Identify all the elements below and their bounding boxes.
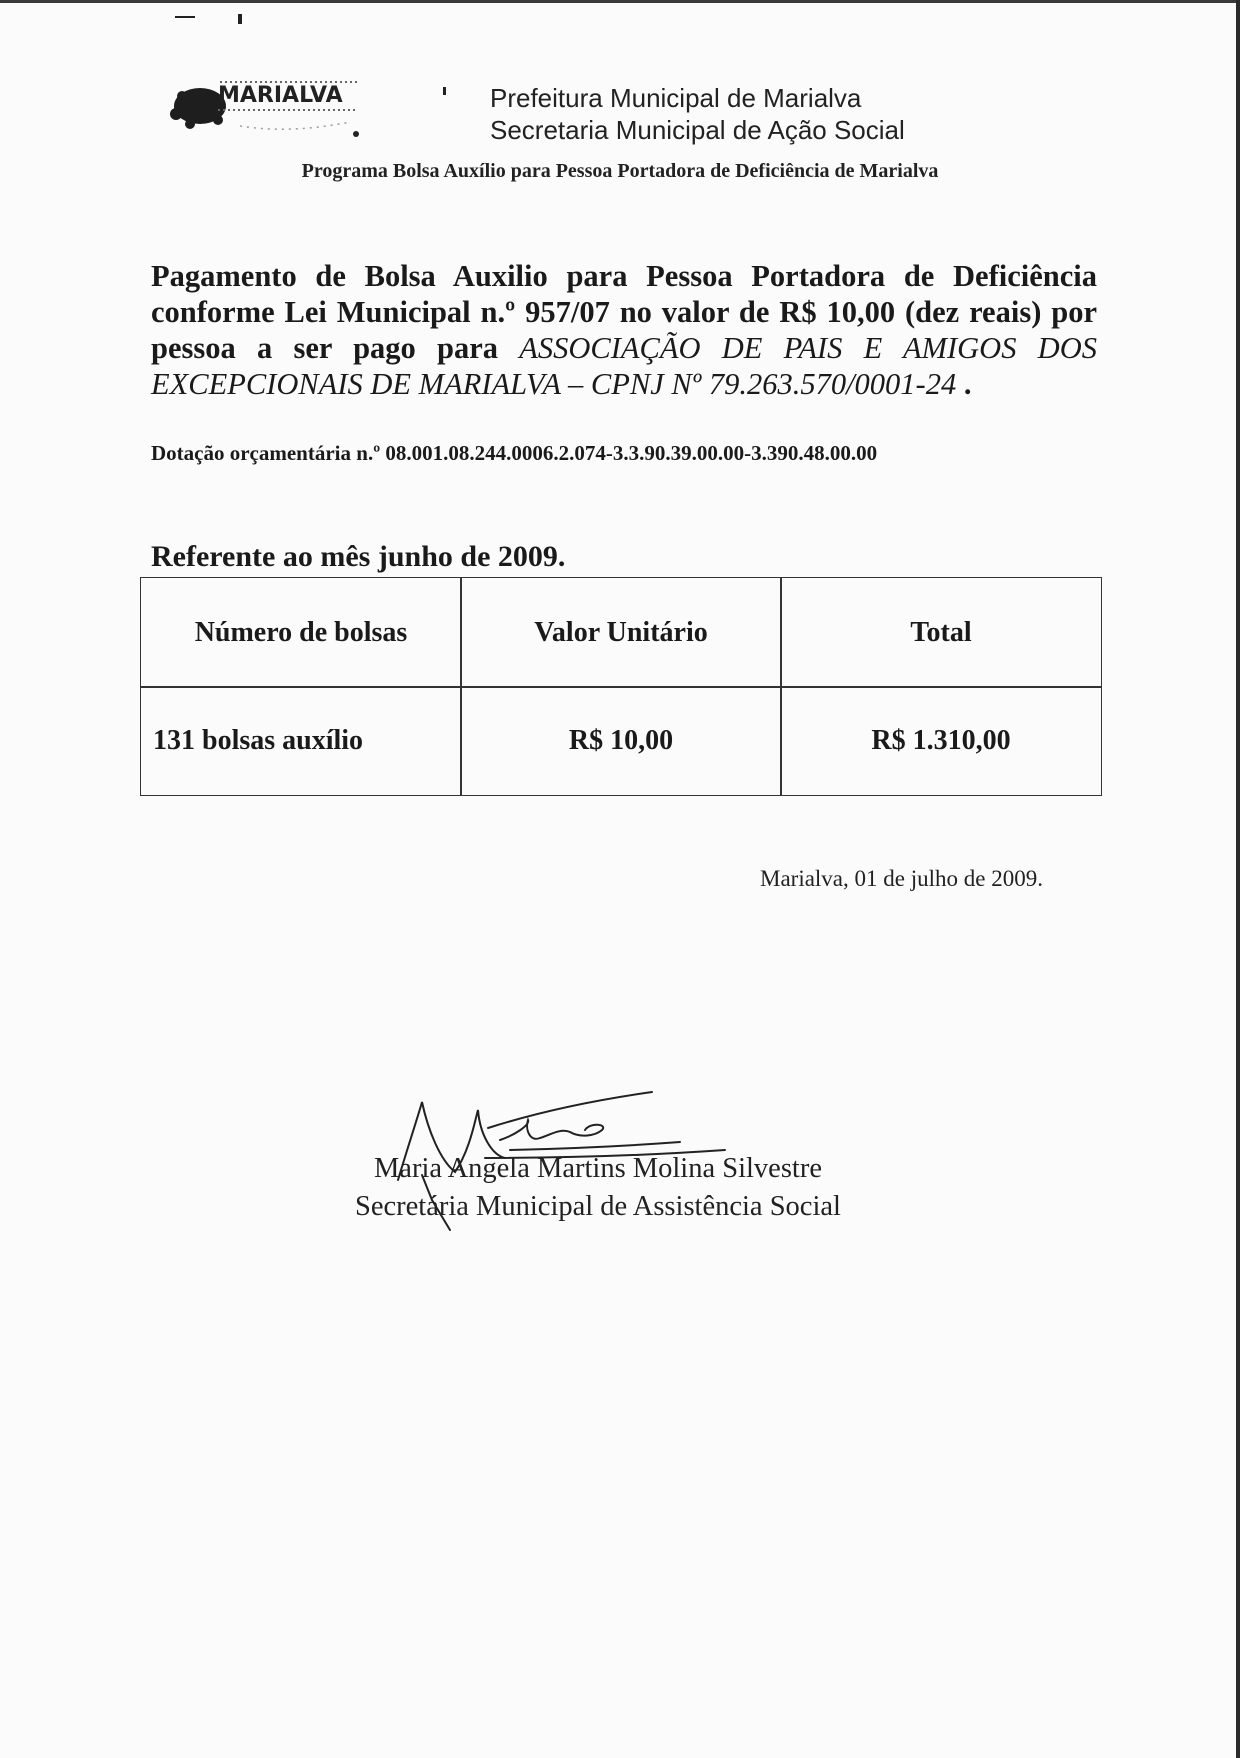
scan-speck — [443, 87, 446, 95]
payment-recipient: ASSOCIAÇÃO DE PAIS E AMIGOS DOS EXCEPCIONAIS DE MARIALVA – CPNJ Nº 79.263.570/0001-24 — [151, 331, 1097, 401]
payment-table — [140, 577, 1102, 796]
table-header-cell: Total — [910, 616, 972, 648]
secretaria-title: Secretaria Municipal de Ação Social — [490, 115, 905, 145]
signer-block — [355, 1150, 841, 1226]
marialva-logo — [160, 76, 390, 146]
program-title: Programa Bolsa Auxílio para Pessoa Portadora de Deficiência de Marialva — [301, 160, 939, 182]
table-cell: 131 bolsas auxílio — [153, 725, 364, 756]
table-header-cell: Valor Unitário — [534, 616, 708, 648]
table-cell: R$ 10,00 — [568, 725, 674, 756]
signer-name: Maria Angela Martins Molina Silvestre — [373, 1153, 822, 1184]
logo-text: MARIALVA — [218, 83, 343, 108]
table-header-cell: Número de bolsas — [194, 616, 408, 648]
scan-edge-top — [0, 0, 1240, 3]
scan-speck — [175, 16, 195, 18]
scan-speck — [238, 14, 242, 24]
signer-title: Secretária Municipal de Assistência Social — [355, 1191, 841, 1222]
header-titles — [490, 82, 905, 146]
city-date: Marialva, 01 de julho de 2009. — [760, 866, 1043, 891]
table-cell: R$ 1.310,00 — [871, 725, 1011, 756]
payment-text: Pagamento de Bolsa Auxilio para Pessoa Portadora de Deficiência conforme Lei Municipal n.º 957/07 no valor de R$ 10,00 (dez reais) por pessoa a ser pago para — [151, 259, 1097, 365]
dotacao-orcamentaria: Dotação orçamentária n.º 08.001.08.244.0006.2.074-3.3.90.39.00.00-3.390.48.00.00 — [151, 441, 878, 465]
prefeitura-title: Prefeitura Municipal de Marialva — [490, 83, 862, 113]
reference-month: Referente ao mês junho de 2009. — [151, 540, 566, 573]
payment-end: . — [956, 367, 972, 401]
scan-edge-right — [1236, 0, 1240, 1758]
payment-paragraph — [151, 258, 1097, 402]
